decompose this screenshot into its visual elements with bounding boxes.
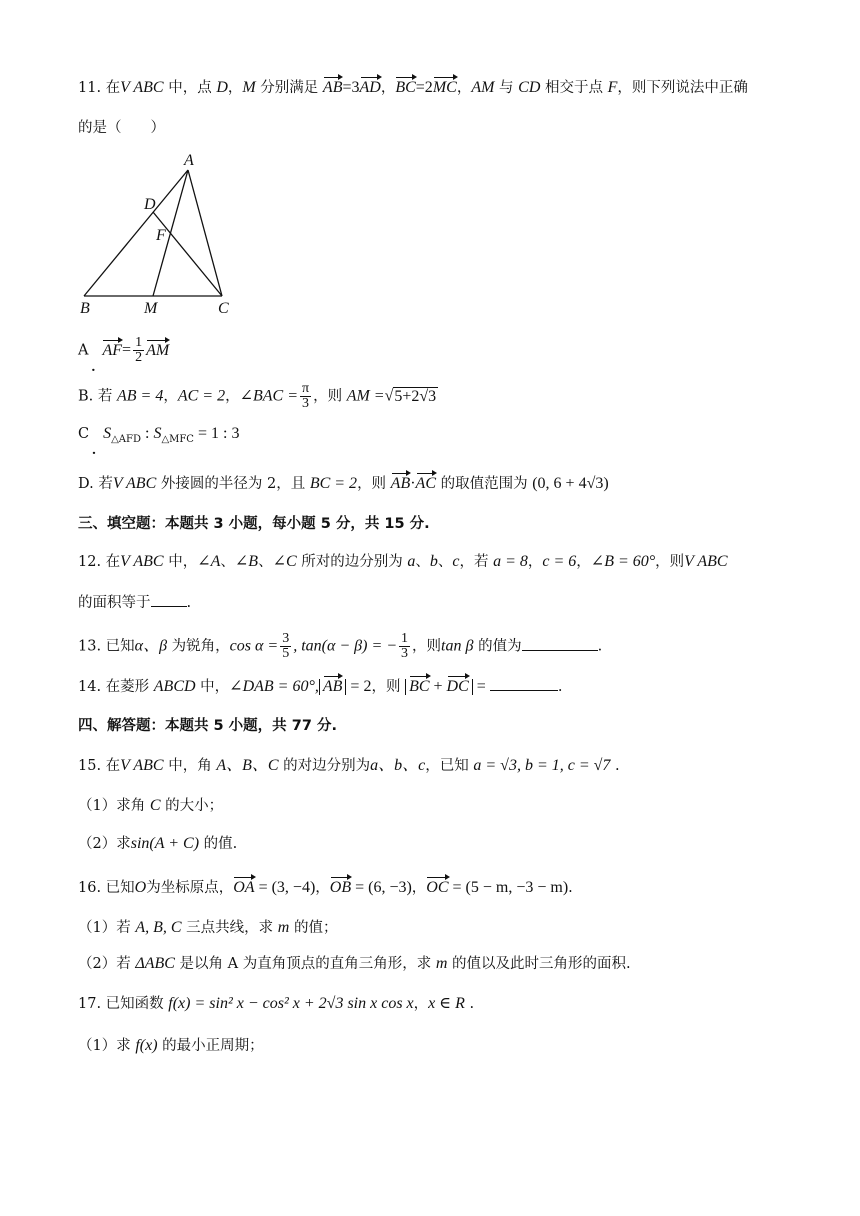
text: BC = 2 (309, 475, 358, 492)
label-d: D (144, 196, 156, 213)
option-a (78, 336, 169, 365)
text: ， (163, 388, 178, 405)
text: = (3, −4) (254, 879, 316, 896)
text: a、b、c (370, 757, 426, 774)
text: = (6, −3) (351, 879, 412, 896)
text: 分别满足 (255, 80, 323, 96)
text: ∠DAB = 60°, (229, 678, 319, 695)
text: a (407, 553, 416, 570)
text: （2）若 (78, 956, 136, 972)
text: cos α = (229, 637, 279, 655)
text: 的大小； (160, 798, 224, 814)
text: · (410, 475, 416, 492)
text: c (452, 553, 460, 570)
triangle-abc: V ABC (120, 79, 164, 96)
answer-blank[interactable] (490, 676, 558, 691)
text: ∠A (197, 553, 221, 570)
label-m: M (144, 300, 158, 317)
text: = 1 : 3 (193, 425, 240, 442)
q16 (78, 878, 573, 898)
fraction (280, 632, 291, 661)
text: 三点共线，求 (181, 920, 278, 936)
text: V ABC (112, 475, 157, 492)
text: S (103, 425, 112, 442)
text: 12. 在 (78, 554, 121, 570)
option-label: B. 若 (78, 388, 117, 405)
segment-cd-line (153, 212, 222, 296)
radical: 5+2√3 (394, 387, 437, 405)
text: 的取值范围为 (436, 476, 533, 492)
text: 相交于点 (540, 80, 608, 96)
text: c = 6 (542, 553, 577, 570)
abs-ab (319, 679, 347, 695)
vector-oc: OC (426, 879, 449, 896)
text: V ABC (684, 553, 728, 570)
text: ，已知 (425, 758, 474, 774)
text: ，若 (459, 554, 494, 570)
text: 、 (220, 554, 235, 570)
text: = (5 − m, −3 − m) (448, 879, 569, 896)
vector-dc: DC (446, 678, 469, 695)
text: 的面积等于 (78, 595, 151, 611)
q12-line1 (78, 552, 728, 572)
text: ，则 (357, 476, 391, 492)
text: ， (527, 554, 543, 570)
text: sin(A + C) (130, 835, 200, 852)
section-3-heading: 三、填空题：本题共 3 小题，每小题 5 分，共 15 分. (78, 516, 430, 532)
text: （2）求 (78, 836, 131, 852)
text: 中， (195, 679, 230, 695)
text: . (557, 679, 563, 695)
text: 、 (258, 554, 273, 570)
text: ∠B (234, 553, 259, 570)
vector-ad: AD (359, 79, 381, 96)
text: x ∈ R (428, 995, 465, 1012)
text: ， (456, 80, 472, 96)
vector-am: AM (146, 341, 170, 359)
text: （1）求 (78, 1038, 136, 1054)
answer-blank[interactable] (151, 592, 187, 607)
text: . (597, 638, 603, 655)
text: 的最小正周期； (157, 1038, 264, 1054)
q11-line1 (78, 78, 748, 98)
text: : (140, 425, 154, 442)
text: 的对边分别为 (278, 758, 371, 774)
text: 中，角 (163, 758, 217, 774)
text: 为坐标原点， (146, 880, 234, 896)
text: m (435, 955, 448, 972)
text: ， (380, 80, 396, 96)
text: S (153, 425, 162, 442)
text: = (472, 678, 490, 695)
text: 的值. (199, 836, 238, 852)
vector-ab: AB (390, 475, 411, 492)
vector-ab: AB (322, 678, 343, 695)
text: 中， (163, 554, 198, 570)
text: 的值； (289, 920, 338, 936)
text: . (186, 595, 192, 611)
edge-ab (84, 170, 188, 296)
fraction (300, 382, 311, 411)
denominator: 5 (282, 646, 290, 661)
text: ∠BAC = (239, 387, 298, 405)
text: ， (411, 880, 427, 896)
edge-ac (188, 170, 222, 296)
text: 外接圆的半径为 2，且 (156, 476, 310, 492)
text: . (568, 880, 573, 896)
point-d: D (216, 79, 228, 96)
text: AB = 4 (116, 387, 164, 405)
text: , tan(α − β) = − (293, 637, 398, 655)
option-label: D. 若 (78, 476, 113, 492)
text: α、β (134, 637, 168, 655)
numerator: 1 (401, 631, 409, 646)
option-d (78, 474, 609, 494)
text: m (277, 919, 290, 936)
vector-bc: BC (395, 79, 416, 96)
text: ， (225, 388, 240, 405)
denominator: 3 (302, 396, 310, 411)
vector-oa: OA (233, 879, 255, 896)
q17 (78, 994, 474, 1014)
text: 17. 已知函数 (78, 996, 169, 1012)
vector-ob: OB (329, 879, 352, 896)
text: V ABC (120, 757, 164, 774)
text: ，则 (412, 638, 442, 655)
label-a: A (184, 152, 194, 169)
text: 15. 在 (78, 758, 121, 774)
option-b: B. 若 AB = 4，AC = 2，∠BAC = $\frac{\pi}{3}$ ，则 AM =√5+2√3 (78, 381, 437, 411)
text: 16. 已知 (78, 880, 135, 896)
text: 、 (437, 554, 453, 570)
point-m: M (242, 79, 256, 96)
abs-sum (405, 679, 473, 695)
text: A, B, C (135, 919, 182, 936)
q12-line2 (78, 592, 191, 613)
text: ，则 (371, 679, 406, 695)
text: ， (227, 80, 243, 96)
text: O (134, 879, 147, 896)
text: ， (315, 880, 330, 896)
text: ∠C (272, 553, 297, 570)
label-c: C (218, 300, 229, 317)
fraction (133, 336, 144, 365)
text: a = 8 (493, 553, 528, 570)
numerator: 1 (135, 335, 143, 350)
q14 (78, 676, 562, 697)
text: ， (576, 554, 591, 570)
segment-cd: CD (518, 79, 541, 96)
fraction (399, 632, 410, 661)
text: （1）若 (78, 920, 136, 936)
text: ΔABC (135, 955, 175, 972)
denominator: 2 (135, 350, 143, 365)
q16-part1 (78, 918, 337, 938)
vector-mc: MC (432, 79, 457, 96)
point-f: F (607, 79, 618, 96)
text: 中，点 (163, 80, 217, 96)
text: a = √3, b = 1, c = √7 (473, 757, 611, 774)
text: 的值以及此时三角形的面积. (447, 956, 631, 972)
text: ，则 (655, 554, 685, 570)
q15 (78, 756, 620, 776)
text: f(x) (135, 1037, 158, 1054)
text: f(x) = sin² x − cos² x + 2√3 sin x cos x (168, 995, 414, 1012)
text: C (149, 797, 161, 814)
vector-ac: AC (415, 475, 436, 492)
text: AM = (346, 387, 385, 405)
text: (0, 6 + 4√3) (532, 475, 609, 492)
option-label: A (78, 342, 89, 359)
text: ABCD (153, 678, 196, 695)
denominator: 3 (401, 646, 409, 661)
label-f: F (156, 227, 166, 244)
q16-part2 (78, 954, 631, 974)
q11-number: 11. 在 (78, 80, 121, 96)
text: V ABC (120, 553, 164, 570)
text: =2 (415, 79, 433, 96)
text: 所对的边分别为 (296, 554, 408, 570)
option-c (78, 424, 239, 450)
text: （1）求角 (78, 798, 150, 814)
text: A、B、C (216, 757, 279, 774)
text: 14. 在菱形 (78, 679, 154, 695)
q13 (78, 632, 602, 661)
text: 的值为 (473, 638, 522, 655)
text: . (464, 996, 475, 1012)
text: 13. 已知 (78, 638, 135, 655)
text: ∠B = 60° (590, 553, 656, 570)
triangle-figure (72, 150, 242, 320)
text: . (610, 758, 620, 774)
option-label: C (78, 426, 90, 442)
segment-am: AM (471, 79, 495, 96)
text: = 2 (346, 678, 372, 695)
vector-af: AF (102, 341, 123, 359)
subscript: △MFC (161, 434, 194, 445)
text: 为锐角， (167, 638, 230, 655)
numerator: π (302, 381, 310, 396)
text: ， (413, 996, 429, 1012)
q17-part1 (78, 1036, 264, 1056)
text: 与 (494, 80, 519, 96)
text: =3 (342, 79, 360, 96)
text: 是以角 A 为直角顶点的直角三角形，求 (174, 956, 436, 972)
vector-ab: AB (322, 79, 343, 96)
label-b: B (80, 300, 90, 317)
text: 、 (415, 554, 430, 570)
answer-blank[interactable] (522, 636, 598, 651)
text: = (122, 341, 132, 359)
text: AC = 2 (177, 387, 226, 405)
vector-bc: BC (409, 678, 430, 695)
q15-part2 (78, 834, 237, 854)
text: + (429, 678, 447, 695)
text: tan β (441, 637, 474, 655)
q11-line2: 的是（ ） (78, 120, 165, 136)
text: ，则下列说法中正确 (617, 80, 748, 96)
subscript: △AFD (111, 434, 141, 445)
text: ，则 (313, 388, 347, 405)
section-4-heading: 四、解答题：本题共 5 小题，共 77 分. (78, 718, 337, 734)
text: b (429, 553, 438, 570)
numerator: 3 (282, 631, 290, 646)
q15-part1 (78, 796, 223, 816)
